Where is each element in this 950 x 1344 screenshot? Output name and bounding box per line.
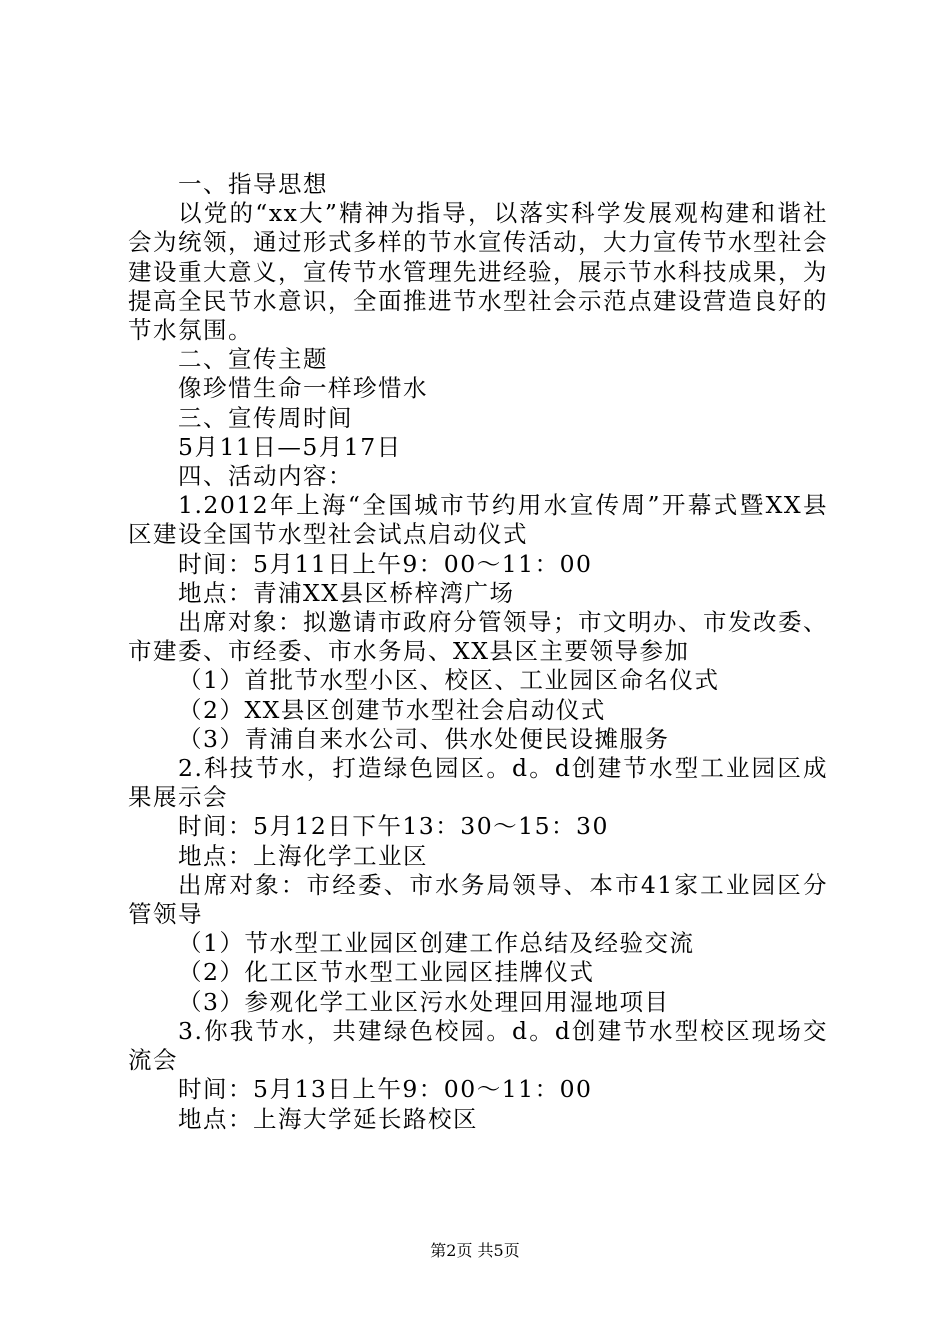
activity-2-attendees: 出席对象：市经委、市水务局领导、本市41家工业园区分管领导 bbox=[128, 870, 828, 929]
heading-week-time: 三、宣传周时间 bbox=[178, 403, 353, 432]
activity-1-attendees: 出席对象：拟邀请市政府分管领导；市文明办、市发改委、市建委、市经委、市水务局、XX县区主要领导参加 bbox=[128, 608, 828, 666]
activity-1-item-3: （3）青浦自来水公司、供水处便民设摊服务 bbox=[178, 724, 670, 753]
activity-1-location: 地点：青浦XX县区桥梓湾广场 bbox=[178, 578, 515, 607]
activity-3-time: 时间：5月13日上午9：00～11：00 bbox=[178, 1075, 593, 1104]
heading-guiding-ideology: 一、指导思想 bbox=[178, 170, 328, 198]
paragraph-theme: 像珍惜生命一样珍惜水 bbox=[178, 374, 428, 403]
activity-1-item-1: （1）首批节水型小区、校区、工业园区命名仪式 bbox=[178, 666, 720, 695]
activity-2-time: 时间：5月12日下午13：30～15：30 bbox=[178, 812, 609, 841]
activity-2-title: 2.科技节水，打造绿色园区。d。d创建节水型工业园区成果展示会 bbox=[128, 754, 828, 812]
activity-2-location: 地点：上海化学工业区 bbox=[178, 841, 428, 870]
activity-2-item-3: （3）参观化学工业区污水处理回用湿地项目 bbox=[178, 987, 670, 1016]
activity-3-location: 地点：上海大学延长路校区 bbox=[178, 1104, 478, 1133]
activity-2-item-1: （1）节水型工业园区创建工作总结及经验交流 bbox=[178, 929, 695, 958]
paragraph-guiding-ideology: 以党的“xx大”精神为指导，以落实科学发展观构建和谐社会为统领，通过形式多样的节水宣传活动，大力宣传节水型社会建设重大意义，宣传节水管理先进经验，展示节水科技成果，为提高全民节水意识，全面推进节水型社会示范点建设营造良好的节水氛围。 bbox=[128, 199, 828, 345]
page-footer: 第2页 共5页 bbox=[430, 1241, 520, 1260]
document-body bbox=[128, 170, 828, 1134]
activity-2-item-2: （2）化工区节水型工业园区挂牌仪式 bbox=[178, 958, 595, 987]
activity-1-title: 1.2012年上海“全国城市节约用水宣传周”开幕式暨XX县区建设全国节水型社会试点启动仪式 bbox=[128, 491, 828, 549]
activity-3-title: 3.你我节水，共建绿色校园。d。d创建节水型校区现场交流会 bbox=[128, 1016, 828, 1075]
activity-1-time: 时间：5月11日上午9：00～11：00 bbox=[178, 549, 593, 578]
heading-theme: 二、宣传主题 bbox=[178, 345, 328, 374]
paragraph-week-time: 5月11日—5月17日 bbox=[178, 432, 402, 461]
heading-activities: 四、活动内容： bbox=[178, 462, 353, 491]
activity-1-item-2: （2）XX县区创建节水型社会启动仪式 bbox=[178, 695, 606, 724]
